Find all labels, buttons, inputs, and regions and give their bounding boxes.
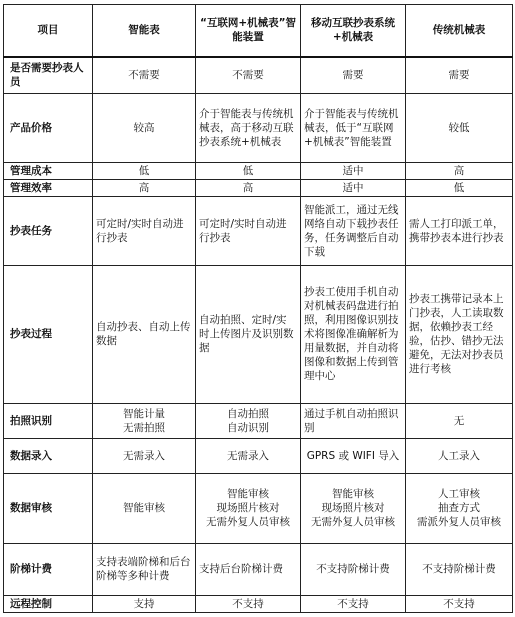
row-label: 远程控制 (4, 595, 93, 612)
table-cell: 智能审核 现场照片核对 无需外复人员审核 (196, 474, 301, 543)
table-cell: 通过手机自动拍照识别 (301, 403, 406, 438)
table-cell: 需要 (406, 57, 513, 94)
table-header (4, 5, 513, 57)
table-cell: 支持 (93, 595, 196, 612)
table-row (4, 266, 513, 404)
row-label: 产品价格 (4, 94, 93, 162)
row-label: 拍照识别 (4, 403, 93, 438)
table-cell: 支持表端阶梯和后台阶梯等多种计费 (93, 543, 196, 595)
table-cell: 较低 (406, 94, 513, 162)
row-label: 管理效率 (4, 179, 93, 196)
header-cell-smart-meter: 智能表 (93, 5, 196, 57)
table-cell: 无 (406, 403, 513, 438)
row-label: 抄表任务 (4, 196, 93, 265)
table-cell: 自动拍照、定时/实时上传图片及识别数据 (196, 266, 301, 404)
table-body (4, 57, 513, 613)
table-cell: 不支持 (196, 595, 301, 612)
table-cell: 介于智能表与传统机械表，高于移动互联抄表系统+机械表 (196, 94, 301, 162)
table-cell: 不需要 (93, 57, 196, 94)
table-cell: 人工审核 抽查方式 需派外复人员审核 (406, 474, 513, 543)
table-cell: GPRS 或 WIFI 导入 (301, 438, 406, 473)
table-cell: 高 (406, 162, 513, 179)
table-row (4, 57, 513, 94)
header-cell-item: 项目 (4, 5, 93, 57)
table-cell: 需人工打印派工单，携带抄表本进行抄表 (406, 196, 513, 265)
table-cell: 不支持 (301, 595, 406, 612)
row-label: 是否需要抄表人员 (4, 57, 93, 94)
table-cell: 较高 (93, 94, 196, 162)
table-cell: 需要 (301, 57, 406, 94)
table-cell: 自动拍照 自动识别 (196, 403, 301, 438)
table-row (4, 543, 513, 595)
table-row (4, 595, 513, 612)
header-row (4, 5, 513, 57)
table-cell: 抄表工携带记录本上门抄表，人工读取数据，依赖抄表工经验，估抄、错抄无法避免，无法对抄表员进行考核 (406, 266, 513, 404)
table-cell: 智能派工，通过无线网络自动下载抄表任务，任务调整后自动下载 (301, 196, 406, 265)
table-row (4, 474, 513, 543)
table-cell: 不需要 (196, 57, 301, 94)
header-cell-internet-device: “互联网+机械表”智能装置 (196, 5, 301, 57)
table-cell: 介于智能表与传统机械表，低于“互联网+机械表”智能装置 (301, 94, 406, 162)
table-cell: 适中 (301, 162, 406, 179)
row-label: 数据审核 (4, 474, 93, 543)
row-label: 阶梯计费 (4, 543, 93, 595)
table-row (4, 94, 513, 162)
table-cell: 低 (406, 179, 513, 196)
table-cell: 低 (196, 162, 301, 179)
header-cell-mobile-system: 移动互联抄表系统+机械表 (301, 5, 406, 57)
table-cell: 不支持阶梯计费 (301, 543, 406, 595)
table-row (4, 438, 513, 473)
table-cell: 可定时/实时自动进行抄表 (196, 196, 301, 265)
table-cell: 自动抄表、自动上传数据 (93, 266, 196, 404)
table-cell: 智能审核 现场照片核对 无需外复人员审核 (301, 474, 406, 543)
table-cell: 智能审核 (93, 474, 196, 543)
table-cell: 低 (93, 162, 196, 179)
table-row (4, 162, 513, 179)
table-cell: 不支持阶梯计费 (406, 543, 513, 595)
row-label: 数据录入 (4, 438, 93, 473)
table-cell: 人工录入 (406, 438, 513, 473)
table-cell: 适中 (301, 179, 406, 196)
comparison-table (3, 4, 513, 613)
table-row (4, 196, 513, 265)
row-label: 抄表过程 (4, 266, 93, 404)
table-cell: 高 (93, 179, 196, 196)
table-cell: 可定时/实时自动进行抄表 (93, 196, 196, 265)
table-row (4, 179, 513, 196)
table-cell: 支持后台阶梯计费 (196, 543, 301, 595)
table-cell: 智能计量 无需拍照 (93, 403, 196, 438)
table-row (4, 403, 513, 438)
table-cell: 不支持 (406, 595, 513, 612)
table-cell: 抄表工使用手机自动对机械表码盘进行拍照，利用图像识别技术将图像准确解析为用量数据，并自动将图像和数据上传到管理中心 (301, 266, 406, 404)
table-cell: 高 (196, 179, 301, 196)
table-cell: 无需录入 (196, 438, 301, 473)
row-label: 管理成本 (4, 162, 93, 179)
header-cell-traditional-meter: 传统机械表 (406, 5, 513, 57)
table-cell: 无需录入 (93, 438, 196, 473)
